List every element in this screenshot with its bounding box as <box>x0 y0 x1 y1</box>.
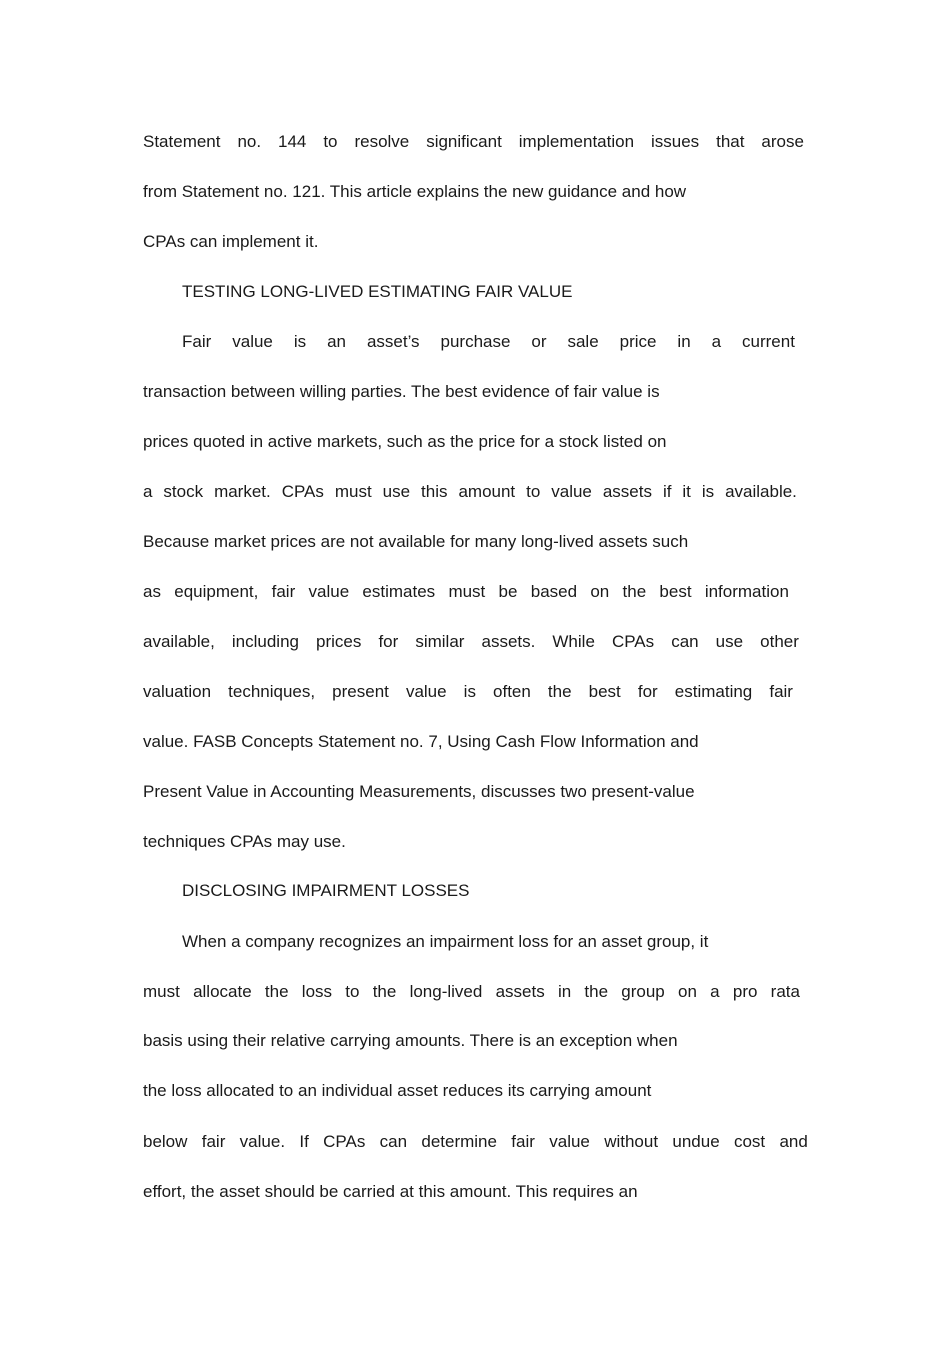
word: no. <box>237 132 262 151</box>
word: must <box>448 582 486 601</box>
word: the <box>584 982 609 1001</box>
word: stock <box>163 482 204 501</box>
word: value <box>308 582 350 601</box>
word: below <box>143 1132 188 1151</box>
word: group <box>621 982 665 1001</box>
word: valuation <box>143 682 212 701</box>
word: must <box>334 482 372 501</box>
word: a <box>710 982 720 1001</box>
word: fair <box>201 1132 226 1151</box>
word: similar <box>415 632 465 651</box>
word: rata <box>770 982 800 1001</box>
word: fair <box>271 582 296 601</box>
text-line <box>182 330 795 354</box>
section-heading: TESTING LONG-LIVED ESTIMATING FAIR VALUE <box>182 282 573 301</box>
word: available. <box>725 482 797 501</box>
word: issues <box>650 132 700 151</box>
word: equipment, <box>174 582 259 601</box>
word: fair <box>511 1132 535 1151</box>
word: value <box>232 332 273 351</box>
word: arose <box>761 132 804 151</box>
word: use <box>715 632 744 651</box>
word: market. <box>214 482 271 501</box>
word: in <box>557 982 572 1001</box>
word: pro <box>732 982 758 1001</box>
word: based <box>530 582 578 601</box>
word: information <box>704 582 789 601</box>
word: asset’s <box>366 332 420 351</box>
word: techniques, <box>228 682 316 701</box>
word: current <box>742 332 795 351</box>
word: significant <box>426 132 502 151</box>
word: While <box>552 632 595 651</box>
text-line <box>143 130 804 154</box>
text-line: effort, the asset should be carried at this amount. This requires an <box>143 1182 638 1201</box>
word: value. <box>239 1132 286 1151</box>
word: long-lived <box>409 982 483 1001</box>
word: fair <box>769 682 793 701</box>
word: or <box>531 332 547 351</box>
word: often <box>493 682 531 701</box>
word: and <box>779 1132 808 1151</box>
word: can <box>379 1132 408 1151</box>
word: other <box>760 632 799 651</box>
text-line <box>143 580 789 604</box>
word: for <box>378 632 399 651</box>
text-line <box>143 480 797 504</box>
word: can <box>671 632 699 651</box>
word: sale <box>567 332 599 351</box>
word: a <box>143 482 153 501</box>
word: loss <box>301 982 333 1001</box>
word: must <box>143 982 180 1001</box>
word: the <box>622 582 647 601</box>
word: best <box>588 682 621 701</box>
word: if <box>662 482 672 501</box>
word: purchase <box>440 332 511 351</box>
word: estimating <box>674 682 753 701</box>
word: CPAs <box>611 632 655 651</box>
word: it <box>682 482 691 501</box>
word: undue <box>672 1132 720 1151</box>
word: assets. <box>481 632 536 651</box>
word: price <box>619 332 657 351</box>
word: implementation <box>518 132 635 151</box>
word: to <box>345 982 360 1001</box>
text-line: When a company recognizes an impairment loss for an asset group, it <box>182 932 709 951</box>
word: value <box>551 482 592 501</box>
word: without <box>604 1132 659 1151</box>
word: in <box>677 332 691 351</box>
word: If <box>299 1132 309 1151</box>
word: a <box>711 332 722 351</box>
word: for <box>637 682 658 701</box>
word: use <box>382 482 411 501</box>
word: value <box>549 1132 590 1151</box>
word: amount <box>458 482 516 501</box>
word: assets <box>602 482 652 501</box>
word: is <box>701 482 715 501</box>
word: cost <box>733 1132 766 1151</box>
word: prices <box>316 632 362 651</box>
text-line: CPAs can implement it. <box>143 232 319 251</box>
text-line: Because market prices are not available for many long-lived assets such <box>143 532 689 551</box>
word: present <box>332 682 389 701</box>
word: is <box>463 682 476 701</box>
text-line: techniques CPAs may use. <box>143 832 346 851</box>
text-line <box>143 680 793 704</box>
word: the <box>264 982 289 1001</box>
word: to <box>526 482 541 501</box>
word: resolve <box>354 132 410 151</box>
word: to <box>323 132 338 151</box>
text-line: prices quoted in active markets, such as the price for a stock listed on <box>143 432 667 451</box>
word: on <box>590 582 610 601</box>
word: value <box>405 682 447 701</box>
word: including <box>231 632 299 651</box>
word: Fair <box>182 332 212 351</box>
word: an <box>327 332 346 351</box>
word: this <box>421 482 448 501</box>
word: the <box>372 982 397 1001</box>
text-line: Present Value in Accounting Measurements, discusses two present-value <box>143 782 695 801</box>
word: available, <box>143 632 215 651</box>
text-line: from Statement no. 121. This article explains the new guidance and how <box>143 182 687 201</box>
word: best <box>659 582 692 601</box>
text-line <box>143 980 800 1004</box>
text-line: basis using their relative carrying amounts. There is an exception when <box>143 1031 678 1050</box>
text-line: transaction between willing parties. The best evidence of fair value is <box>143 382 660 401</box>
section-heading: DISCLOSING IMPAIRMENT LOSSES <box>182 881 470 900</box>
text-line: the loss allocated to an individual asset reduces its carrying amount <box>143 1081 652 1100</box>
word: is <box>293 332 307 351</box>
word: Statement <box>143 132 221 151</box>
word: be <box>498 582 518 601</box>
word: assets <box>495 982 545 1001</box>
text-line <box>143 630 799 654</box>
word: determine <box>421 1132 497 1151</box>
word: CPAs <box>323 1132 366 1151</box>
word: as <box>143 582 161 601</box>
word: estimates <box>362 582 436 601</box>
word: allocate <box>193 982 252 1001</box>
word: CPAs <box>281 482 324 501</box>
word: on <box>678 982 697 1001</box>
word: the <box>547 682 572 701</box>
text-line <box>143 1130 808 1154</box>
word: that <box>716 132 745 151</box>
word: 144 <box>278 132 307 151</box>
text-line: value. FASB Concepts Statement no. 7, Using Cash Flow Information and <box>143 732 699 751</box>
